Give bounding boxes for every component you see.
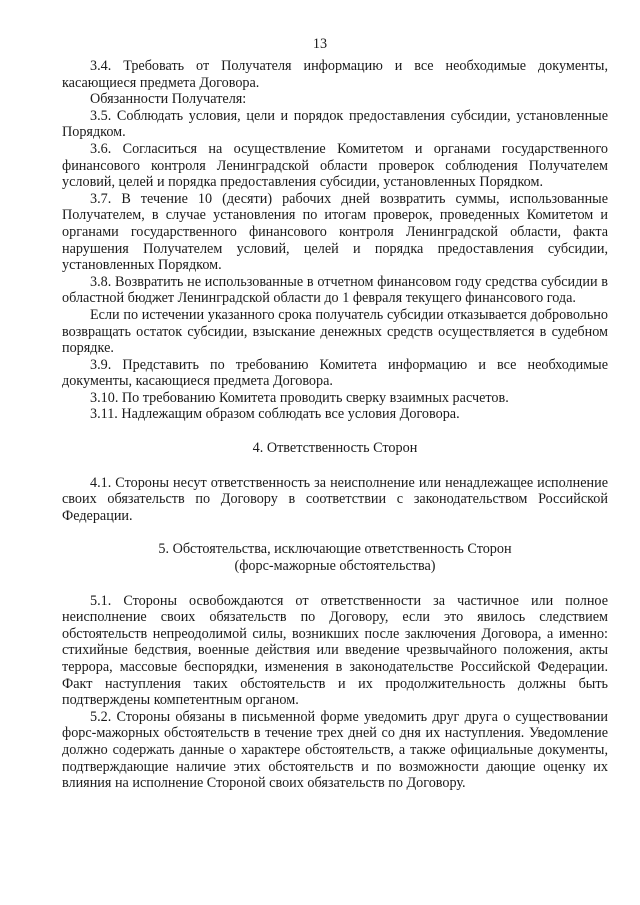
clause-3-11: 3.11. Надлежащим образом соблюдать все условия Договора.	[90, 406, 460, 423]
section-5-subheading: (форс-мажорные обстоятельства)	[234, 558, 436, 575]
clause-3-7: 3.7. В течение 10 (десяти) рабочих дней возвратить суммы, использованные Получателем, в случае установления по итогам проверок, проведенных Комитетом и органами государственного финансового контроля Ленинградской области, факта нарушения Получателем условий, целей и порядка предоставления субсидии, установленных Порядком.	[62, 190, 608, 274]
document-body	[62, 58, 608, 792]
clause-3-6: 3.6. Согласиться на осуществление Комитетом и органами государственного финансового контроля Ленинградской области проверок соблюдения Получателем условий, целей и порядка предоставления субсидии, установленных Порядком.	[62, 140, 608, 191]
clause-5-2: 5.2. Стороны обязаны в письменной форме уведомить друг друга о существовании форс-мажорных обстоятельств в течение трех дней со дня их наступления. Уведомление должно содержать данные о характере обстоятельств, а также официальные документы, подтверждающие наличие этих обстоятельств и по возможности дающие оценку их влияния на исполнение Стороной своих обязательств по Договору.	[62, 708, 608, 792]
clause-3-9: 3.9. Представить по требованию Комитета информацию и все необходимые документы, касающиеся предмета Договора.	[62, 356, 608, 390]
section-4-heading: 4. Ответственность Сторон	[252, 440, 418, 457]
section-5-heading: 5. Обстоятельства, исключающие ответственность Сторон	[158, 541, 512, 558]
clause-5-1: 5.1. Стороны освобождаются от ответственности за частичное или полное неисполнение своих обязательств по Договору, если это явилось следствием обстоятельств непреодолимой силы, возникших после заключения Договора, а именно: стихийные бедствия, военные действия или введение чрезвычайного положения, акты террора, массовые беспорядки, изменения в законодательстве Российской Федерации. Факт наступления таких обстоятельств и их продолжительность должны быть подтверждены компетентным органом.	[62, 592, 608, 709]
clause-3-4: 3.4. Требовать от Получателя информацию и все необходимые документы, касающиеся предмета Договора.	[62, 58, 608, 91]
clause-4-1: 4.1. Стороны несут ответственность за неисполнение или ненадлежащее исполнение своих обязательств по Договору в соответствии с законодательством Российской Федерации.	[62, 474, 608, 524]
recipient-obligations-heading: Обязанности Получателя:	[90, 91, 247, 108]
clause-3-8-continuation: Если по истечении указанного срока получатель субсидии отказывается добровольно возвращать остаток субсидии, взыскание денежных средств осуществляется в судебном порядке.	[62, 306, 608, 357]
clause-3-10: 3.10. По требованию Комитета проводить сверку взаимных расчетов.	[90, 389, 509, 406]
page-number: 13	[312, 36, 328, 52]
clause-3-8: 3.8. Возвратить не использованные в отчетном финансовом году средства субсидии в областной бюджет Ленинградской области до 1 февраля текущего финансового года.	[62, 273, 608, 307]
clause-3-5: 3.5. Соблюдать условия, цели и порядок предоставления субсидии, установленные Порядком.	[62, 107, 608, 141]
